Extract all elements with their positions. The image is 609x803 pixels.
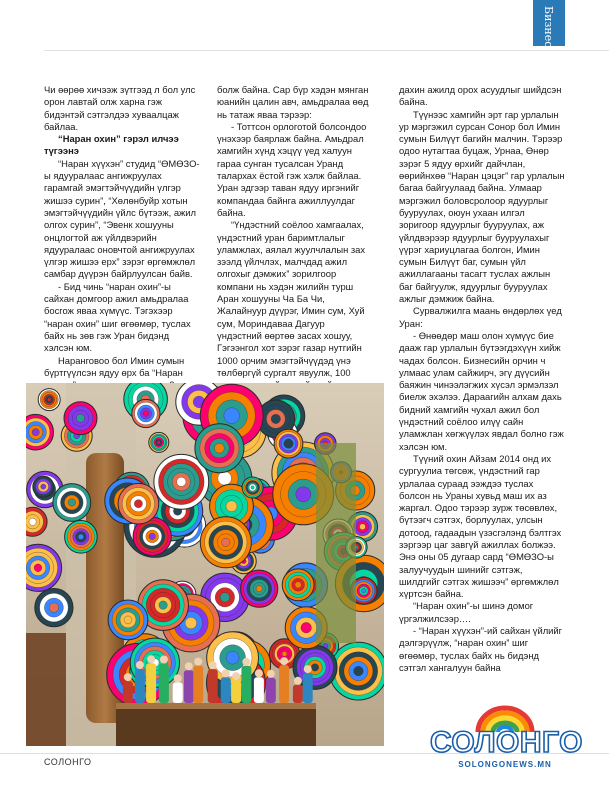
section-tab: [533, 0, 565, 46]
text-column-1: [44, 84, 200, 391]
section-tab-label: Бизнес: [542, 6, 555, 48]
photo-illustration: [26, 383, 384, 746]
paragraph: - Тоттсон орлоготой болсондоо үнэхээр баярлаж байна. Амьдрал хамгийн хүнд хэцүү үед халуун гараа сунган тусалсан Уранд талархах ёстой гэж хэлж байлаа. Уран эдгээр таван ядуу иргэнийг компандаа байнга ажиллуулдаг байна.: [217, 120, 367, 218]
paragraph: Түүний охин Айзам 2014 онд их сургуулиа төгсөж, үндэстний гар урлалаа сураад ээждээ туслах болсон нь Ураны хувьд маш их аз жаргал. Одоо тэрээр зурж төсөвлөх, бүтээгч сэтгэх, борлуулах, улсын дотоод, гадаадын үзэсгэлэнд бэлтгэх зэргээр цаг завгүй ажиллах болжээ. Энэ оны 05 дугаар сард “ӨМӨЗО-ы залуучуудын шинийг сэтгэж, шилдгийг сэтгэх жишээч” өргөмжлөл хүртсэн байна.: [399, 452, 562, 600]
beaded-disc: [47, 398, 51, 402]
doll-figure: [279, 665, 289, 703]
doll-figure: [221, 677, 231, 703]
doll-figure: [254, 677, 264, 703]
doll-figure: [184, 670, 194, 703]
beaded-disc: [271, 414, 280, 423]
beaded-disc: [134, 500, 142, 508]
doll-head: [222, 669, 230, 677]
beaded-disc: [29, 518, 36, 525]
logo-wordmark: СОЛОНГО: [430, 726, 584, 759]
logo-url[interactable]: SOLONGONEWS.MN: [458, 760, 552, 769]
doll-head: [185, 662, 193, 670]
paragraph: “Наран охин”-ы шинэ домог үргэлжилсээр….: [399, 600, 534, 624]
text-column-3: [399, 84, 565, 674]
doll-figure: [173, 682, 183, 703]
header-rule: [44, 50, 609, 51]
footer-label: СОЛОНГО: [44, 757, 92, 767]
beaded-disc: [224, 408, 240, 424]
doll-figure: [159, 664, 169, 704]
doll-head: [255, 669, 263, 677]
paragraph: дахин ажилд орох асуудлыг шийдсэн байна.: [399, 84, 562, 108]
beaded-disc: [256, 586, 262, 592]
beaded-disc: [68, 499, 76, 507]
doll-head: [160, 656, 168, 664]
beaded-disc: [34, 564, 42, 572]
beaded-disc: [76, 414, 84, 422]
beaded-disc: [78, 534, 83, 539]
doll-figure: [293, 685, 303, 703]
doll-head: [124, 673, 132, 681]
beaded-disc: [301, 622, 312, 633]
doll-figure: [303, 673, 313, 703]
doll-head: [232, 672, 240, 680]
beaded-disc: [157, 441, 160, 444]
doll-figure: [123, 681, 133, 703]
beaded-disc: [49, 603, 59, 613]
doll-head: [294, 677, 302, 685]
doll-figure: [208, 669, 218, 703]
beaded-disc: [220, 593, 230, 603]
paragraph: Сурвалжилга маань өндөрлөх үед Уран:: [399, 305, 562, 329]
doll-figure: [241, 666, 251, 703]
beaded-disc: [286, 441, 291, 446]
beaded-disc: [295, 582, 301, 588]
beaded-disc: [41, 484, 46, 489]
beaded-disc: [360, 524, 366, 530]
doll-figure: [193, 666, 203, 703]
doll-figure: [135, 669, 145, 703]
beaded-disc: [218, 472, 232, 486]
paragraph: - “Наран хүүхэн”-ий сайхан үйлийг дэлгэрүүлж, “наран охин” шиг өгөөмөр, туслах байх нь бидэнд сэтгэл хангалуун байна: [399, 625, 563, 673]
beaded-disc: [124, 616, 132, 624]
doll-head: [174, 674, 182, 682]
beaded-disc: [226, 501, 237, 512]
doll-head: [209, 661, 217, 669]
beaded-disc: [311, 664, 318, 671]
solongo-logo[interactable]: [430, 692, 584, 772]
doll-head: [267, 670, 275, 678]
text-column-2: [217, 84, 371, 391]
doll-figure: [266, 678, 276, 703]
doll-figure: [231, 680, 241, 703]
paragraph: “Наран охин” гэрэл илчээ түгээнэ: [44, 133, 179, 157]
paragraph: “Наран хүүхэн” студид “ӨМӨЗО-ы ядууралаас ангижруулах гарамгай эмэгтэйчүүдийн үлгэр жишээ сурин”, “Хөлөнбуйр хотын эмэгтэйчүүдийн үйлс бүтээж, ажил олгох сурин”, “Эвенк хошууны онцлогтой аж үйлдвэрийн ядууралаас оновчтой ангижруулах үлгэр жишээ ерх” зэрэг өргөмжлөл самбар дүүрэн байрлуулсан байв.: [44, 157, 200, 280]
beaded-disc: [215, 443, 225, 453]
beaded-disc: [251, 486, 254, 489]
paragraph: - Өнөөдөр маш олон хүмүүс бие дааж гар урлалын бүтээгдэхүүн хийж чадах болсон. Бизнесийн орчин ч улмаас улам сайжирч, эгү дүүсийн баяжин чинээлэгжих хүсэл эрмэлзэл биелж эхэлээ. Дараагийн алхам дахь бидний хамгийн чухал ажил бол үндэстний соёлоо илүү сайн уламжлан хөгжүүлэх явдал болно гэж хэлсэн юм.: [399, 329, 564, 452]
doll-figure: [146, 663, 156, 703]
doll-head: [304, 665, 312, 673]
doll-head: [242, 658, 250, 666]
beaded-disc: [354, 666, 364, 676]
paragraph: Чи өөрөө хичээж зүтгээд л бол улс орон лавтай олж харна гэж бидэнтэй сэтгэлдээ хуваалцаж байлаа.: [44, 84, 196, 132]
doll-head: [280, 657, 288, 665]
paragraph: Түүнээс хамгийн эрт гар урлалын ур мэргэжил сурсан Сонор бол Имин сумын Билүүт багийн малчин. Тэрээр одоо нутагтаа буцаж, Урнаа, Өнөр зэрэг 5 ядуу өрхийг дайчлан, өөрийнхөө “Наран цэцэг” гар урлалын багаа байгуулаад байна. Улмаар мэргэжил боловсролоор ядуурлыг бууруулах, оюун ухаан илгэл зоригоор ядуурлыг бууруулах, аж үйлдвэрээр ядуурлыг бууруулахыг үүрэг хариуцлагаа болгон, Имин сумын Билүүт баг, сумын үйл ажиллагааны тасагт туслах ажлын баг байгуулж, ядуурлыг бууруулах ажлыг дэмжиж байна.: [399, 108, 565, 305]
beaded-disc: [177, 477, 186, 486]
paragraph: болж байна. Сар бүр хэдэн мянган юанийн цалин авч, амьдралаа өөд нь татаж яваа тэрээр:: [217, 84, 369, 120]
doll-head: [147, 655, 155, 663]
beaded-disc: [149, 533, 155, 539]
paragraph: “Үндэстний соёлоо хамгаалах, үндэстний уран баримтлалыг уламжлах, аялал жуулчлалын зах зээлд үйлчлэх, малчдад ажил олгохыг дэмжих” зорилгоор компани нь хэдэн жилийн турш Аран хошууны Ча Ба Чи, Жалайнуур дүүрэг, Имин сум, Хуй сум, Мориндаваа Дагуур үндэстний өөртөө засах хошуу, Гэгээнгол хот зэрэг газар нутгийн 1000 орчим эмэгтэйчүүдэд үнэ төлбөргүй сургалт явуулж, 100: [217, 219, 366, 378]
beaded-disc: [185, 617, 197, 629]
beaded-disc: [282, 651, 287, 656]
beaded-disc: [222, 538, 230, 546]
paragraph: Наранговоо бол Имин сумын бүртгүүлсэн ядуу өрх ба “Наран: [44, 354, 185, 378]
beaded-disc: [32, 429, 39, 436]
beaded-disc: [226, 651, 239, 664]
beaded-disc: [296, 487, 311, 502]
paragraph: - Бид чинь “наран охин”-ы сайхан домгоор ажил амьдралаа босгож яваа хүмүүс. Тэгэхээр “наран охин” шиг өгөөмөр, туслах байх нь зөв гэж Уран бидэнд хэлсэн юм.: [44, 280, 191, 354]
beaded-disc: [362, 589, 366, 593]
doll-head: [194, 658, 202, 666]
doll-head: [136, 661, 144, 669]
handicraft-wall-photo: [26, 383, 384, 746]
beaded-disc: [143, 411, 149, 417]
beaded-disc: [159, 601, 167, 609]
